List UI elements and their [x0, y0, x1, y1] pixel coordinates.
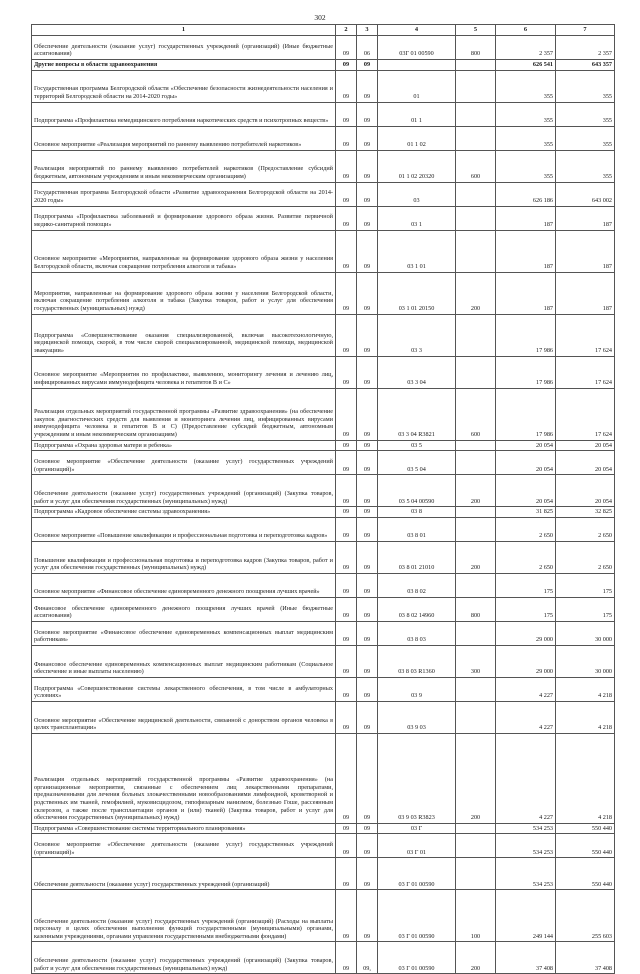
table-row: [32, 701, 615, 733]
row-section: 09: [336, 645, 357, 677]
row-subsection: 09: [357, 388, 378, 440]
row-subsection: 09: [357, 541, 378, 573]
table-row: [32, 272, 615, 314]
row-section: 09: [336, 701, 357, 733]
row-amount-year-1: 20 054: [496, 475, 556, 507]
row-section: 09: [336, 834, 357, 858]
row-amount-year-1: 355: [496, 126, 556, 150]
row-amount-year-1: 534 253: [496, 858, 556, 890]
row-section: 09: [336, 356, 357, 388]
row-target-article: 03Г 01 00590: [378, 36, 456, 60]
row-section: 09: [336, 150, 357, 182]
row-subsection: 09: [357, 182, 378, 206]
row-amount-year-1: 249 144: [496, 890, 556, 942]
row-target-article: 03 8 03: [378, 621, 456, 645]
row-expense-type: [456, 573, 496, 597]
row-amount-year-2: 175: [556, 573, 615, 597]
row-description: Основное мероприятие «Обеспечение медицинской деятельности, связанной с донорством органов человека в целях трансплантации»: [32, 701, 336, 733]
row-amount-year-1: 175: [496, 597, 556, 621]
row-amount-year-1: 355: [496, 102, 556, 126]
header-col-4: 4: [378, 25, 456, 36]
row-expense-type: 200: [456, 272, 496, 314]
row-description: Основное мероприятие «Реализация мероприятий по раннему выявлению потребителей наркотиков»: [32, 126, 336, 150]
row-amount-year-1: 187: [496, 272, 556, 314]
row-expense-type: [456, 126, 496, 150]
table-row: [32, 440, 615, 451]
row-amount-year-1: 175: [496, 573, 556, 597]
row-target-article: 03 8: [378, 507, 456, 518]
row-amount-year-1: 2 650: [496, 517, 556, 541]
row-description: Подпрограмма «Охрана здоровья матери и ребенка»: [32, 440, 336, 451]
row-amount-year-2: 643 002: [556, 182, 615, 206]
row-description: Основное мероприятие «Мероприятия по профилактике, выявлению, мониторингу лечения и лечению лиц, инфицированных вирусами иммунодефицита человека и гепатитов В и С»: [32, 356, 336, 388]
header-col-6: 6: [496, 25, 556, 36]
row-expense-type: [456, 440, 496, 451]
row-subsection: 09,: [357, 942, 378, 974]
row-amount-year-2: 30 000: [556, 645, 615, 677]
row-description: Государственная программа Белгородской области «Развитие здравоохранения Белгородской области на 2014-2020 годы»: [32, 182, 336, 206]
row-subsection: 09: [357, 597, 378, 621]
row-target-article: 03 3 04 R3821: [378, 388, 456, 440]
row-subsection: 09: [357, 701, 378, 733]
row-amount-year-2: 550 440: [556, 858, 615, 890]
table-row: [32, 621, 615, 645]
row-expense-type: [456, 182, 496, 206]
row-section: 09: [336, 182, 357, 206]
row-section: 09: [336, 314, 357, 356]
table-row: [32, 834, 615, 858]
row-target-article: 03 5 04 00590: [378, 475, 456, 507]
table-row: [32, 36, 615, 60]
row-target-article: 03 Г: [378, 823, 456, 834]
row-amount-year-1: 2 357: [496, 36, 556, 60]
row-description: Обеспечение деятельности (оказание услуг) государственных учреждений (организаций) (Иные бюджетные ассигнования): [32, 36, 336, 60]
row-amount-year-1: 534 253: [496, 834, 556, 858]
row-section: 09: [336, 475, 357, 507]
table-row: [32, 182, 615, 206]
row-expense-type: [456, 621, 496, 645]
table-row: [32, 451, 615, 475]
row-description: Обеспечение деятельности (оказание услуг) государственных учреждений (организаций) (Закупка товаров, работ и услуг для обеспечения государственных (муниципальных) нужд): [32, 942, 336, 974]
row-amount-year-1: 31 825: [496, 507, 556, 518]
row-amount-year-1: 4 227: [496, 701, 556, 733]
row-description: Подпрограмма «Совершенствование системы территориального планирования»: [32, 823, 336, 834]
row-target-article: 03 8 02: [378, 573, 456, 597]
row-subsection: 09: [357, 475, 378, 507]
row-amount-year-2: 20 054: [556, 440, 615, 451]
row-description: Основное мероприятие «Обеспечение деятельности (оказание услуг) государственных учреждений (организаций)»: [32, 451, 336, 475]
row-amount-year-1: 29 000: [496, 621, 556, 645]
row-target-article: 03 8 03 R1360: [378, 645, 456, 677]
row-amount-year-2: 355: [556, 126, 615, 150]
row-target-article: 03 5 04: [378, 451, 456, 475]
row-section: 09: [336, 541, 357, 573]
row-section: 09: [336, 126, 357, 150]
row-description: Подпрограмма «Профилактика немедицинского потребления наркотических средств и психотропных веществ»: [32, 102, 336, 126]
row-description: Основное мероприятие «Финансовое обеспечение единовременного денежного поощрения лучших врачей»: [32, 573, 336, 597]
row-amount-year-2: 187: [556, 206, 615, 230]
row-expense-type: [456, 451, 496, 475]
row-expense-type: [456, 507, 496, 518]
row-expense-type: 600: [456, 388, 496, 440]
row-amount-year-1: 17 986: [496, 388, 556, 440]
table-row: [32, 70, 615, 102]
row-amount-year-1: 534 253: [496, 823, 556, 834]
row-expense-type: [456, 356, 496, 388]
row-description: Подпрограмма «Совершенствование системы лекарственного обеспечения, в том числе в амбулаторных условиях»: [32, 677, 336, 701]
table-row: [32, 388, 615, 440]
row-amount-year-1: 187: [496, 206, 556, 230]
row-expense-type: [456, 858, 496, 890]
row-section: 09: [336, 517, 357, 541]
row-description: Основное мероприятие «Финансовое обеспечение единовременных компенсационных выплат медицинским работникам»: [32, 621, 336, 645]
row-subsection: 09: [357, 573, 378, 597]
row-description: Реализация мероприятий по раннему выявлению потребителей наркотиков (Предоставление субсидий бюджетным, автономным учреждениям и иным некоммерческим организациям): [32, 150, 336, 182]
row-target-article: 03 Г 01: [378, 834, 456, 858]
header-col-3: 3: [357, 25, 378, 36]
row-amount-year-2: 550 440: [556, 823, 615, 834]
row-amount-year-2: 17 624: [556, 356, 615, 388]
row-target-article: 03 1 01 20150: [378, 272, 456, 314]
row-subsection: 09: [357, 834, 378, 858]
row-target-article: 03 9: [378, 677, 456, 701]
row-expense-type: [456, 206, 496, 230]
row-amount-year-1: 4 227: [496, 733, 556, 823]
row-target-article: 03 8 01 21010: [378, 541, 456, 573]
row-section: 09: [336, 206, 357, 230]
table-row: [32, 942, 615, 974]
row-subsection: 09: [357, 645, 378, 677]
row-description: Основное мероприятие «Мероприятия, направленные на формирование здорового образа жизни у населения Белгородской области, включая сокращение потребления алкоголя и табака»: [32, 230, 336, 272]
row-amount-year-2: 355: [556, 70, 615, 102]
row-description: Подпрограмма «Совершенствование оказания специализированной, включая высокотехнологичную, медицинской помощи, скорой, в том числе скорой специализированной, медицинской помощи, медицинской эвакуации»: [32, 314, 336, 356]
row-subsection: 09: [357, 70, 378, 102]
row-amount-year-2: 2 650: [556, 541, 615, 573]
row-expense-type: 100: [456, 890, 496, 942]
row-expense-type: 800: [456, 597, 496, 621]
row-amount-year-2: 2 357: [556, 36, 615, 60]
row-amount-year-2: 187: [556, 230, 615, 272]
row-expense-type: [456, 823, 496, 834]
header-col-5: 5: [456, 25, 496, 36]
row-expense-type: [456, 102, 496, 126]
row-target-article: 01 1: [378, 102, 456, 126]
row-amount-year-2: 17 624: [556, 314, 615, 356]
row-amount-year-2: 32 825: [556, 507, 615, 518]
row-amount-year-2: 2 650: [556, 517, 615, 541]
row-subsection: 09: [357, 102, 378, 126]
row-section: 09: [336, 858, 357, 890]
row-section: 09: [336, 388, 357, 440]
row-expense-type: [456, 701, 496, 733]
row-description: Реализация отдельных мероприятий государственной программы «Развитие здравоохранения» (на обеспечение закупок диагностических средств для выявления и мониторинга лечения лиц, инфицированных вирусами иммунодефицита человека и гепатитов В и С) (Предоставление субсидий бюджетным, автономным учреждениям и иным некоммерческим организациям): [32, 388, 336, 440]
row-description: Финансовое обеспечение единовременных компенсационных выплат медицинским работникам (Социальное обеспечение и иные выплаты населению): [32, 645, 336, 677]
row-description: Реализация отдельных мероприятий государственной программы «Развитие здравоохранения» (на организационные мероприятия, связанные с обеспечением лиц лекарственными препаратами, предназначенными для лечения больных злокачественными новообразованиями лимфоидной, кроветворной и родственных им тканей, гемофилией, муковисцидозом, гипофизарным нанизмом, болезнью Гоше, рассеянным склерозом, а также после трансплантации органов и (или) тканей) (Закупка товаров, работ и услуг для обеспечения государственных (муниципальных) нужд): [32, 733, 336, 823]
row-target-article: 03 3 04: [378, 356, 456, 388]
row-subsection: 09: [357, 733, 378, 823]
row-section: 09: [336, 823, 357, 834]
row-section: 09: [336, 733, 357, 823]
table-row: [32, 507, 615, 518]
table-row: [32, 858, 615, 890]
row-subsection: 09: [357, 230, 378, 272]
row-amount-year-2: 17 624: [556, 388, 615, 440]
row-amount-year-1: 17 986: [496, 356, 556, 388]
row-target-article: 03 Г 01 00590: [378, 942, 456, 974]
row-subsection: 09: [357, 440, 378, 451]
row-description: Обеспечение деятельности (оказание услуг) государственных учреждений (организаций): [32, 858, 336, 890]
row-target-article: 03 9 03 R3823: [378, 733, 456, 823]
header-col-2: 2: [336, 25, 357, 36]
row-amount-year-1: 20 054: [496, 440, 556, 451]
row-section: 09: [336, 677, 357, 701]
row-amount-year-1: 29 000: [496, 645, 556, 677]
row-section: 09: [336, 507, 357, 518]
row-subsection: 09: [357, 126, 378, 150]
row-amount-year-1: 20 054: [496, 451, 556, 475]
row-description: Основное мероприятие «Обеспечение деятельности (оказание услуг) государственных учреждений (организаций)»: [32, 834, 336, 858]
row-target-article: 03 1: [378, 206, 456, 230]
row-amount-year-1: 626 541: [496, 60, 556, 71]
row-section: 09: [336, 60, 357, 71]
row-amount-year-2: 20 054: [556, 451, 615, 475]
table-row: [32, 126, 615, 150]
row-amount-year-2: 550 440: [556, 834, 615, 858]
header-row: [32, 25, 615, 36]
row-subsection: 09: [357, 60, 378, 71]
row-description: Обеспечение деятельности (оказание услуг) государственных учреждений (организаций) (Закупка товаров, работ и услуг для обеспечения государственных (муниципальных) нужд): [32, 475, 336, 507]
row-section: 09: [336, 36, 357, 60]
row-amount-year-1: 187: [496, 230, 556, 272]
row-target-article: 03 Г 01 00590: [378, 890, 456, 942]
row-amount-year-1: 626 186: [496, 182, 556, 206]
row-subsection: 06: [357, 36, 378, 60]
row-expense-type: [456, 60, 496, 71]
row-section: 09: [336, 451, 357, 475]
row-amount-year-1: 17 986: [496, 314, 556, 356]
row-target-article: 03 9 03: [378, 701, 456, 733]
row-amount-year-1: 355: [496, 70, 556, 102]
row-amount-year-2: 4 218: [556, 733, 615, 823]
table-row: [32, 314, 615, 356]
header-col-7: 7: [556, 25, 615, 36]
row-subsection: 09: [357, 890, 378, 942]
row-target-article: 01 1 02: [378, 126, 456, 150]
row-subsection: 09: [357, 206, 378, 230]
row-amount-year-1: 4 227: [496, 677, 556, 701]
row-description: Подпрограмма «Кадровое обеспечение системы здравоохранения»: [32, 507, 336, 518]
table-row: [32, 645, 615, 677]
row-target-article: 03 8 01: [378, 517, 456, 541]
row-description: Повышение квалификации и профессиональная подготовка и переподготовка кадров (Закупка товаров, работ и услуг для обеспечения государственных (муниципальных) нужд): [32, 541, 336, 573]
table-row: [32, 230, 615, 272]
row-target-article: [378, 60, 456, 71]
row-section: 09: [336, 597, 357, 621]
table-row: [32, 573, 615, 597]
row-section: 09: [336, 890, 357, 942]
row-subsection: 09: [357, 823, 378, 834]
table-row: [32, 733, 615, 823]
row-expense-type: 200: [456, 475, 496, 507]
row-description: Основное мероприятие «Повышение квалификации и профессиональная подготовка и переподготовка кадров»: [32, 517, 336, 541]
header-col-1: 1: [32, 25, 336, 36]
row-expense-type: 200: [456, 733, 496, 823]
table-row: [32, 677, 615, 701]
row-description: Подпрограмма «Профилактика заболеваний и формирование здорового образа жизни. Развитие первичной медико-санитарной помощи»: [32, 206, 336, 230]
row-expense-type: 200: [456, 942, 496, 974]
row-subsection: 09: [357, 517, 378, 541]
table-row: [32, 60, 615, 71]
row-expense-type: [456, 314, 496, 356]
table-row: [32, 597, 615, 621]
row-target-article: 01: [378, 70, 456, 102]
row-subsection: 09: [357, 621, 378, 645]
row-section: 09: [336, 621, 357, 645]
row-subsection: 09: [357, 507, 378, 518]
table-row: [32, 475, 615, 507]
table-row: [32, 206, 615, 230]
row-amount-year-2: 255 603: [556, 890, 615, 942]
row-expense-type: [456, 230, 496, 272]
row-section: 09: [336, 102, 357, 126]
row-expense-type: 200: [456, 541, 496, 573]
row-description: Другие вопросы в области здравоохранения: [32, 60, 336, 71]
row-target-article: 03 5: [378, 440, 456, 451]
row-amount-year-2: 643 357: [556, 60, 615, 71]
row-amount-year-2: 175: [556, 597, 615, 621]
row-amount-year-2: 355: [556, 102, 615, 126]
row-amount-year-2: 37 408: [556, 942, 615, 974]
row-amount-year-1: 355: [496, 150, 556, 182]
table-row: [32, 102, 615, 126]
row-amount-year-1: 2 650: [496, 541, 556, 573]
row-target-article: 01 1 02 20320: [378, 150, 456, 182]
row-description: Государственная программа Белгородской области «Обеспечение безопасности жизнедеятельности населения и территорий Белгородской области на 2014-2020 годы»: [32, 70, 336, 102]
row-section: 09: [336, 272, 357, 314]
table-row: [32, 517, 615, 541]
row-description: Финансовое обеспечение единовременного денежного поощрения лучших врачей (Иные бюджетные ассигнования): [32, 597, 336, 621]
row-subsection: 09: [357, 858, 378, 890]
row-target-article: 03 Г 01 00590: [378, 858, 456, 890]
row-subsection: 09: [357, 356, 378, 388]
row-target-article: 03 1 01: [378, 230, 456, 272]
row-target-article: 03 3: [378, 314, 456, 356]
row-expense-type: [456, 517, 496, 541]
row-target-article: 03: [378, 182, 456, 206]
row-subsection: 09: [357, 150, 378, 182]
row-description: Обеспечение деятельности (оказание услуг) государственных учреждений (организаций) (Расходы на выплаты персоналу в целях обеспечения выполнения функций государственными (муниципальными) органами, казенными учреждениями, органами управления государственными внебюджетными фондами): [32, 890, 336, 942]
row-subsection: 09: [357, 451, 378, 475]
row-subsection: 09: [357, 272, 378, 314]
row-expense-type: 800: [456, 36, 496, 60]
row-expense-type: [456, 677, 496, 701]
row-section: 09: [336, 70, 357, 102]
table-row: [32, 356, 615, 388]
table-row: [32, 150, 615, 182]
row-section: 09: [336, 942, 357, 974]
row-expense-type: 600: [456, 150, 496, 182]
page-number: 302: [314, 13, 326, 22]
row-subsection: 09: [357, 677, 378, 701]
row-amount-year-2: 30 000: [556, 621, 615, 645]
row-section: 09: [336, 440, 357, 451]
row-expense-type: 300: [456, 645, 496, 677]
budget-table: [31, 24, 615, 974]
row-section: 09: [336, 573, 357, 597]
row-section: 09: [336, 230, 357, 272]
row-expense-type: [456, 70, 496, 102]
row-amount-year-2: 4 218: [556, 677, 615, 701]
row-amount-year-2: 355: [556, 150, 615, 182]
table-row: [32, 890, 615, 942]
row-subsection: 09: [357, 314, 378, 356]
row-target-article: 03 8 02 14960: [378, 597, 456, 621]
table-row: [32, 823, 615, 834]
row-description: Мероприятия, направленные на формирование здорового образа жизни у населения Белгородской области, включая сокращение потребления алкоголя и табака (Закупка товаров, работ и услуг для обеспечения государственных (муниципальных) нужд): [32, 272, 336, 314]
table-row: [32, 541, 615, 573]
row-amount-year-2: 20 054: [556, 475, 615, 507]
row-amount-year-2: 187: [556, 272, 615, 314]
row-amount-year-1: 37 408: [496, 942, 556, 974]
row-expense-type: [456, 834, 496, 858]
row-amount-year-2: 4 218: [556, 701, 615, 733]
